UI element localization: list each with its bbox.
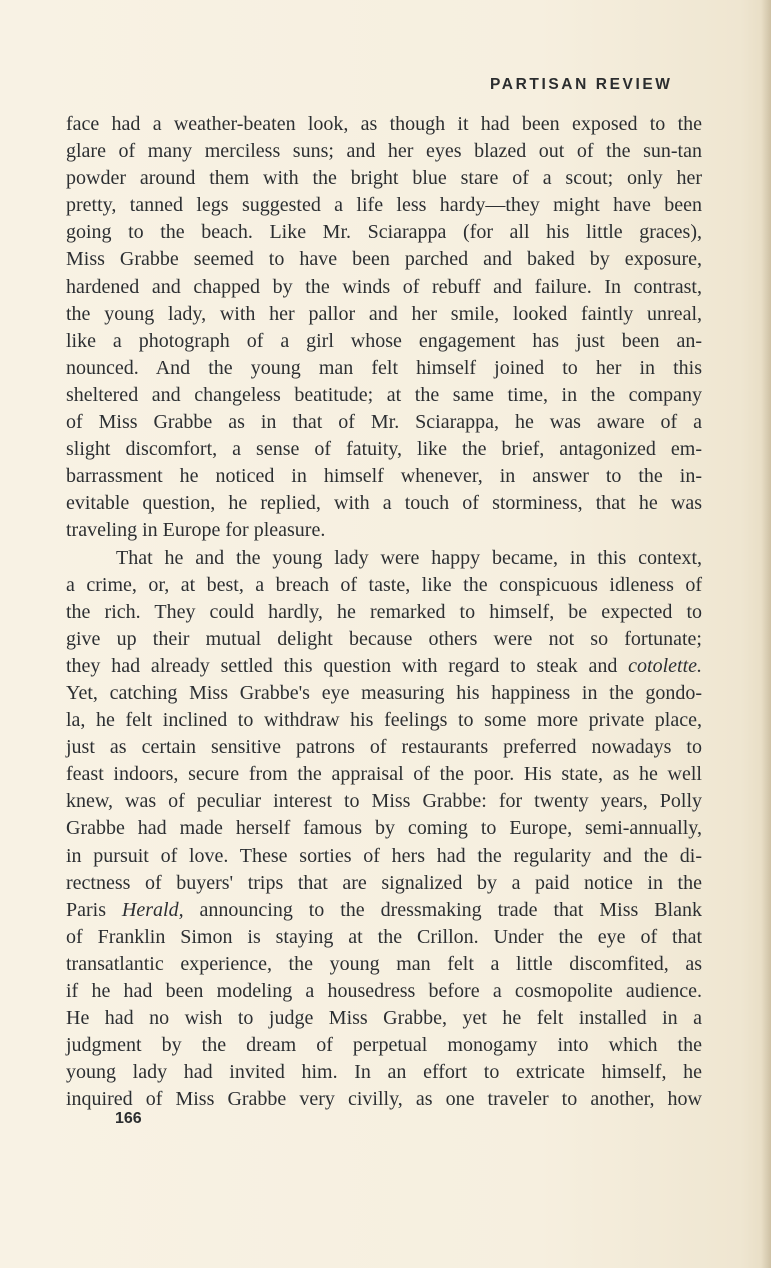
running-head: PARTISAN REVIEW xyxy=(490,76,673,93)
text-line xyxy=(66,897,702,924)
text-run: they had already settled this question with regard to steak and xyxy=(66,654,629,677)
text-line: He had no wish to judge Miss Grabbe, yet he felt installed in a xyxy=(66,1007,702,1030)
text-line: the young lady, with her pallor and her smile, looked faintly unreal, xyxy=(66,302,702,325)
text-line: evitable question, he replied, with a touch of storminess, that he was xyxy=(66,492,702,515)
text-run: Paris xyxy=(66,898,122,921)
text-line: la, he felt inclined to withdraw his feelings to some more private place, xyxy=(66,709,702,732)
text-line: pretty, tanned legs suggested a life less hardy—they might have been xyxy=(66,194,702,217)
text-line: the rich. They could hardly, he remarked to himself, be expected to xyxy=(66,600,702,623)
text-line: give up their mutual delight because others were not so fortunate; xyxy=(66,627,702,650)
text-line: face had a weather-beaten look, as though it had been exposed to the xyxy=(66,113,702,135)
text-line: a crime, or, at best, a breach of taste, like the conspicuous idleness of xyxy=(66,573,702,596)
text-line: in pursuit of love. These sorties of hers had the regularity and the di- xyxy=(66,844,702,867)
text-line: of Miss Grabbe as in that of Mr. Sciarappa, he was aware of a xyxy=(66,411,702,434)
paragraph-2 xyxy=(66,545,702,1114)
text-line: inquired of Miss Grabbe very civilly, as one traveler to another, how xyxy=(66,1088,702,1111)
page-number: 166 xyxy=(115,1110,142,1127)
text-line: just as certain sensitive patrons of restaurants preferred nowadays to xyxy=(66,736,702,759)
text-line xyxy=(66,653,702,680)
text-line: That he and the young lady were happy became, in this context, xyxy=(116,546,702,569)
italic-word: Herald, xyxy=(121,898,184,921)
text-line: powder around them with the bright blue stare of a scout; only her xyxy=(66,167,702,190)
text-line: slight discomfort, a sense of fatuity, like the brief, antagonized em- xyxy=(66,438,702,461)
text-line: feast indoors, secure from the appraisal of the poor. His state, as he well xyxy=(66,763,702,786)
text-line: of Franklin Simon is staying at the Crillon. Under the eye of that xyxy=(66,925,702,948)
text-line: Grabbe had made herself famous by coming to Europe, semi-annually, xyxy=(66,817,702,840)
text-line: transatlantic experience, the young man felt a little discomfited, as xyxy=(66,952,702,975)
text-line: young lady had invited him. In an effort to extricate himself, he xyxy=(66,1061,702,1084)
paragraph-1 xyxy=(66,111,702,545)
text-line: if he had been modeling a housedress before a cosmopolite audience. xyxy=(66,980,702,1002)
text-line: nounced. And the young man felt himself joined to her in this xyxy=(66,356,702,379)
text-line: Miss Grabbe seemed to have been parched and baked by exposure, xyxy=(66,248,702,271)
text-line: barrassment he noticed in himself whenever, in answer to the in- xyxy=(66,465,702,488)
text-line: rectness of buyers' trips that are signalized by a paid notice in the xyxy=(66,871,702,894)
text-line: going to the beach. Like Mr. Sciarappa (for all his little graces), xyxy=(66,221,702,244)
text-line: traveling in Europe for pleasure. xyxy=(66,519,326,542)
text-line: like a photograph of a girl whose engagement has just been an- xyxy=(66,329,702,352)
italic-word: cotolette. xyxy=(628,654,702,677)
page-edge-shadow xyxy=(761,0,771,1268)
text-line: judgment by the dream of perpetual monogamy into which the xyxy=(66,1034,702,1057)
text-run: announcing to the dressmaking trade that Miss Blank xyxy=(183,898,702,921)
text-line: glare of many merciless suns; and her eyes blazed out of the sun-tan xyxy=(66,140,702,163)
text-line: hardened and chapped by the winds of rebuff and failure. In contrast, xyxy=(66,275,702,298)
text-line: sheltered and changeless beatitude; at the same time, in the company xyxy=(66,383,702,406)
body-text xyxy=(66,111,702,1113)
text-line: Yet, catching Miss Grabbe's eye measuring his happiness in the gondo- xyxy=(66,681,702,704)
text-line: knew, was of peculiar interest to Miss Grabbe: for twenty years, Polly xyxy=(66,790,702,813)
